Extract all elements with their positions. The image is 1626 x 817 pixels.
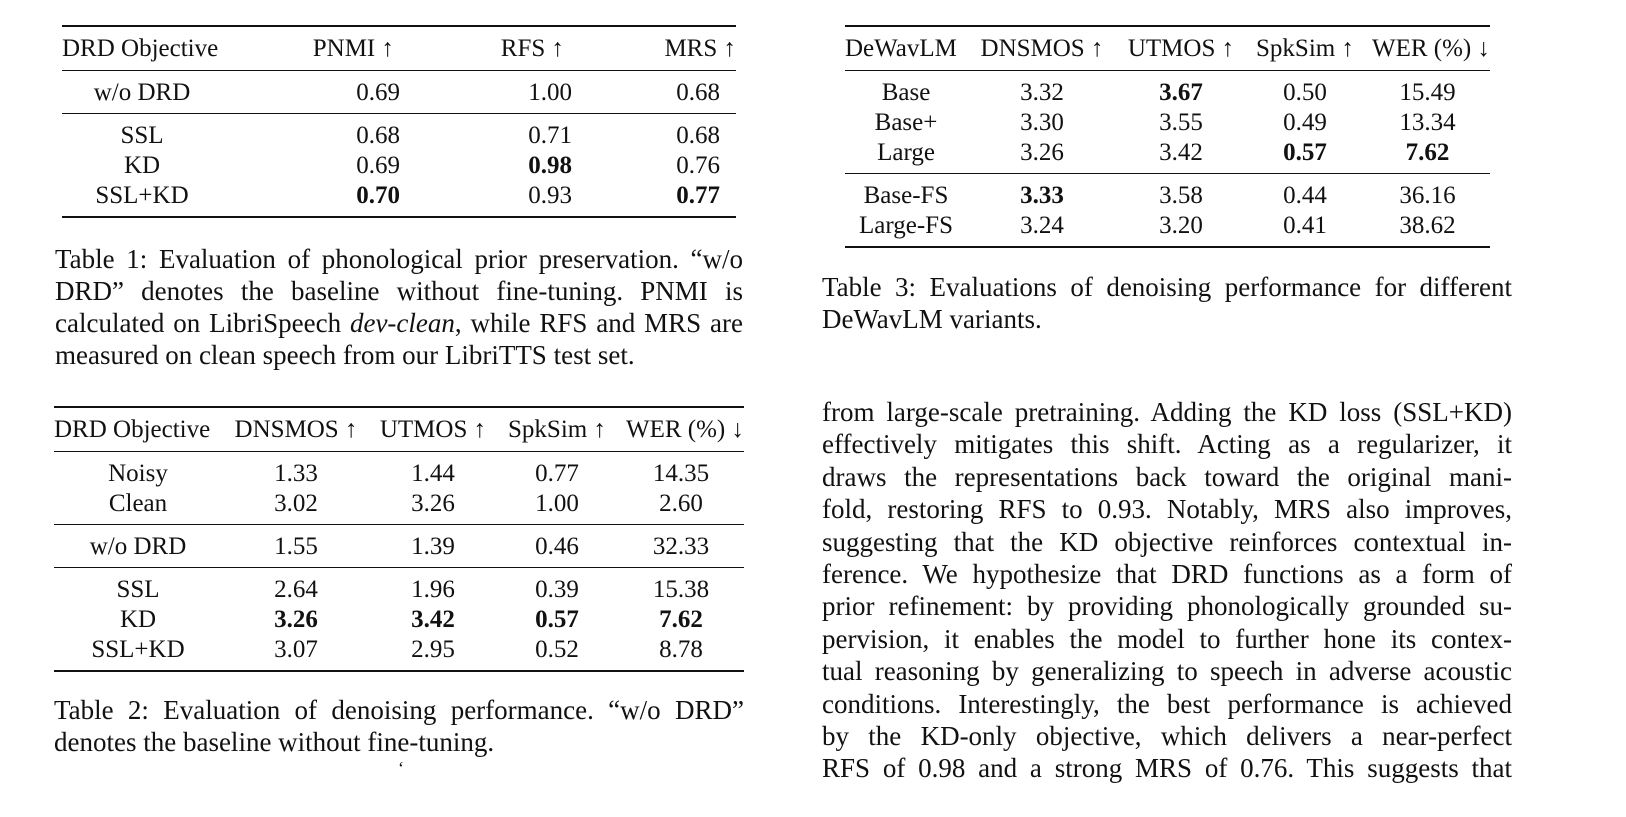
body-line: fold, restoring RFS to 0.93. Notably, MRS also improves, [822,494,1512,525]
table3 [845,25,1490,248]
table-cell: KD [119,606,157,633]
table-cell: 3.24 [1020,212,1064,239]
table-cell: 0.57 [535,606,579,633]
table-cell: 1.44 [411,460,455,487]
table-cell: 3.26 [411,490,455,517]
table-row [845,211,1490,247]
table-cell: 0.44 [1283,182,1327,209]
table-cell: 36.16 [1399,182,1456,209]
table-row [62,151,736,181]
table-cell: 0.93 [528,182,572,209]
table-cell: 2.64 [274,576,318,603]
table2-header: SpkSim ↑ [508,416,606,443]
table2-header: DRD Objective [54,416,211,443]
table1-container [62,25,736,218]
table-cell: 0.70 [356,182,400,209]
table-cell: 3.42 [1159,139,1203,166]
table-cell: 1.00 [528,79,572,106]
table-cell: 0.52 [535,636,579,663]
table-cell: 3.26 [274,606,318,633]
body-line: ference. We hypothesize that DRD functions as a form of [822,559,1512,590]
table-cell: 3.42 [411,606,455,633]
table-cell: 3.55 [1159,109,1203,136]
stray-mark: ‘ [398,758,404,778]
body-line: by the KD-only objective, which delivers a near-perfect [822,721,1512,752]
table3-caption: Table 3: Evaluations of denoising performance for different DeWavLM variants. [822,272,1512,334]
table3-header: UTMOS ↑ [1127,35,1235,62]
body-line: pervision, it enables the model to further hone its contex- [822,623,1512,654]
body-line: draws the representations back toward the original mani- [822,461,1512,492]
table-cell: 3.07 [274,636,318,663]
table1-header: DRD Objective [62,35,219,62]
table2 [54,406,744,672]
table-row [54,489,744,525]
table3-header: WER (%) ↓ [1371,35,1490,62]
table-cell: 0.39 [535,576,579,603]
table-row [54,605,744,635]
table1-header: RFS ↑ [500,35,564,62]
table-cell: SSL+KD [91,636,185,663]
caption-text: Table 1: Evaluation of phonological prior preservation. “w/o DRD” denotes the baseline without fine-tuning. PNMI is calculated on LibriSpeech [55,244,743,338]
table-cell: 1.00 [535,490,579,517]
table2-header: UTMOS ↑ [379,416,487,443]
table-row [54,525,744,568]
table-cell: 0.50 [1283,79,1327,106]
table-cell: 0.46 [535,533,579,560]
table-cell: 0.71 [528,122,572,149]
table2-caption: Table 2: Evaluation of denoising performance. “w/o DRD” denotes the baseline without fine-tuning. [54,695,744,757]
table-cell: 15.49 [1399,79,1456,106]
caption-italic-text: dev-clean [349,308,455,338]
body-line: RFS of 0.98 and a strong MRS of 0.76. This suggests that [822,753,1512,784]
table-cell: SSL+KD [95,182,189,209]
table-cell: 3.58 [1159,182,1203,209]
table2-header-row [54,407,744,452]
table-cell: 0.68 [676,79,720,106]
table-cell: 1.39 [411,533,455,560]
table-cell: 1.55 [274,533,318,560]
table-cell: 0.41 [1283,212,1327,239]
body-line: suggesting that the KD objective reinforces contextual in- [822,526,1512,557]
table-cell: 38.62 [1399,212,1456,239]
table-cell: 0.57 [1283,139,1327,166]
table-row [62,181,736,217]
body-line: tual reasoning by generalizing to speech in adverse acoustic [822,656,1512,687]
table-cell: w/o DRD [93,79,191,106]
table-cell: SSL [116,576,160,603]
table2-header: DNSMOS ↑ [234,416,358,443]
table-row [845,71,1490,109]
body-line: conditions. Interestingly, the best performance is achieved [822,688,1512,719]
table-cell: 1.96 [411,576,455,603]
table3-header: SpkSim ↑ [1256,35,1354,62]
table-cell: 0.69 [356,79,400,106]
table-cell: 0.77 [676,182,720,209]
table-cell: 0.69 [356,152,400,179]
table1 [62,25,736,218]
table2-header: WER (%) ↓ [625,416,744,443]
table1-caption [55,243,743,371]
table-row [54,635,744,671]
table3-header: DNSMOS ↑ [980,35,1104,62]
table-cell: 2.60 [659,490,703,517]
table-cell: 2.95 [411,636,455,663]
table3-container [845,25,1490,248]
table-row [54,568,744,606]
table-cell: 1.33 [274,460,318,487]
table-cell: 0.68 [356,122,400,149]
table-row [62,114,736,152]
table-cell: Large-FS [859,212,953,239]
table-cell: 15.38 [652,576,710,603]
table3-header: DeWavLM [845,35,957,62]
table-cell: 3.32 [1020,79,1064,106]
table-cell: Large [877,139,935,166]
body-line: from large-scale pretraining. Adding the KD loss (SSL+KD) [822,397,1512,427]
table-cell: 0.98 [528,152,572,179]
table-cell: 3.30 [1020,109,1064,136]
table-cell: 3.02 [274,490,318,517]
body-paragraph [822,396,1512,817]
body-line: prior refinement: by providing phonologically grounded su- [822,591,1512,622]
table-row [845,108,1490,138]
caption-text: , while RFS and MRS are measured on clean speech from our LibriTTS test set. [55,308,743,370]
table-cell: 0.77 [535,460,579,487]
table-cell: 14.35 [652,460,710,487]
table1-header: PNMI ↑ [312,35,394,62]
table-cell: w/o DRD [89,533,187,560]
table-row [62,71,736,114]
table-row [845,138,1490,174]
table-cell: 32.33 [652,533,710,560]
table1-header: MRS ↑ [664,35,736,62]
table-cell: 0.49 [1283,109,1327,136]
table-row [54,452,744,490]
table-cell: Clean [108,490,168,517]
table-row [845,174,1490,212]
table-cell: 7.62 [659,606,703,633]
table-cell: 0.68 [676,122,720,149]
table-cell: Base-FS [863,182,949,209]
table-cell: 13.34 [1399,109,1456,136]
table1-header-row [62,26,736,71]
table-cell: 3.67 [1159,79,1203,106]
table3-header-row [845,26,1490,71]
table-cell: 3.33 [1020,182,1064,209]
table-cell: Base [881,79,931,106]
table-cell: Base+ [874,109,938,136]
table-cell: 3.26 [1020,139,1064,166]
table-cell: 0.76 [676,152,720,179]
table-cell: KD [123,152,161,179]
body-line: effectively mitigates this shift. Acting as a regularizer, it [822,429,1512,460]
table-cell: 8.78 [659,636,703,663]
table-cell: 3.20 [1159,212,1203,239]
table-cell: SSL [120,122,164,149]
table2-container [54,406,744,672]
table-cell: 7.62 [1405,139,1450,166]
table-cell: Noisy [108,460,168,487]
